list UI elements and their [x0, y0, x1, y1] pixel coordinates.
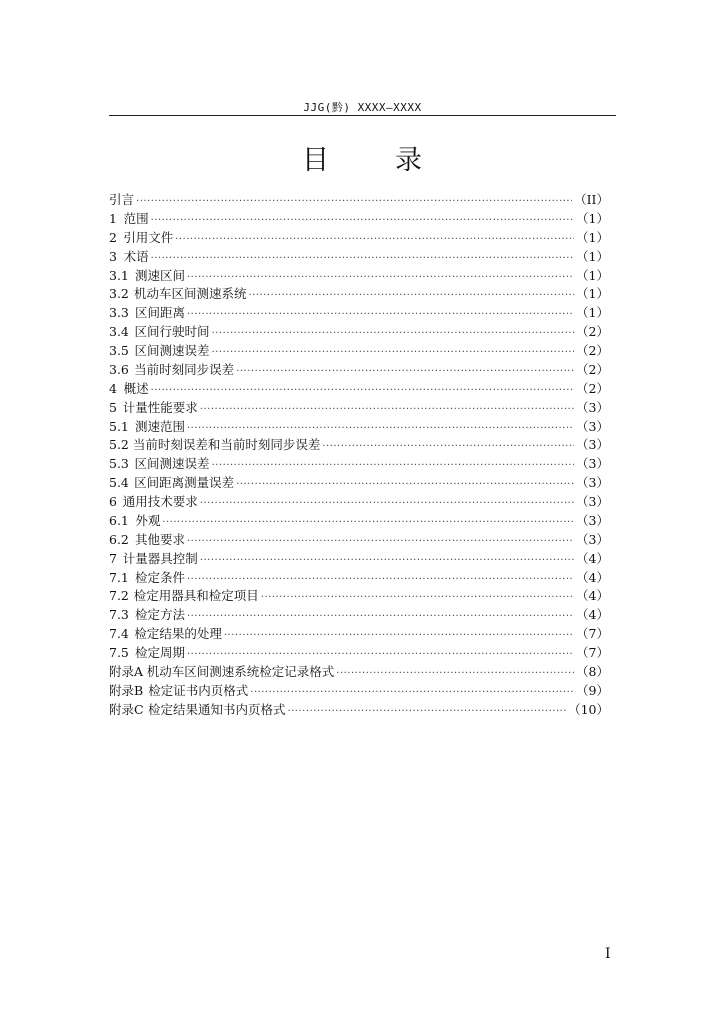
toc-entry-page: （4）: [576, 569, 609, 585]
title-char-2: 录: [395, 145, 422, 176]
toc-entry[interactable]: [109, 191, 609, 210]
toc-entry-label: 检定证书内页格式: [148, 682, 249, 698]
toc-entry-page: （4）: [576, 588, 609, 604]
toc-entry-page: （II）: [574, 192, 609, 207]
toc-entry-number: 1: [109, 210, 117, 226]
toc-entry-page: （3）: [576, 531, 609, 547]
toc-leader-dots: [224, 627, 574, 646]
toc-entry-number: 3.6: [109, 361, 129, 377]
toc-entry-number: 6.1: [109, 512, 129, 528]
toc-entry-label: 当前时刻同步误差: [134, 361, 235, 377]
toc-entry[interactable]: [109, 380, 609, 399]
toc-entry[interactable]: [109, 304, 609, 323]
toc-leader-dots: [200, 401, 574, 420]
toc-entry-page: （2）: [576, 343, 609, 358]
toc-leader-dots: [236, 476, 574, 495]
toc-leader-dots: [248, 287, 574, 306]
toc-entry[interactable]: [109, 569, 609, 588]
toc-entry-page: （3）: [576, 418, 609, 434]
toc-entry[interactable]: [109, 399, 609, 418]
toc-entry[interactable]: [109, 229, 609, 248]
toc-entry-label: 检定结果通知书内页格式: [147, 701, 286, 717]
toc-entry[interactable]: [109, 248, 609, 267]
toc-entry-page: （1）: [576, 248, 609, 264]
running-header: JJG(黔) XXXX—XXXX: [303, 101, 422, 114]
toc-entry-number: 7.2: [109, 588, 129, 604]
toc-leader-dots: [200, 495, 574, 514]
toc-entry[interactable]: [109, 701, 609, 720]
toc-entry-label: 区间距离: [134, 305, 185, 321]
toc-entry-page: （3）: [576, 437, 609, 453]
toc-leader-dots: [212, 457, 574, 476]
toc-leader-dots: [162, 514, 574, 533]
toc-entry-label: 区间测速误差: [134, 456, 210, 472]
toc-entry[interactable]: [109, 361, 609, 380]
toc-entry[interactable]: [109, 531, 609, 550]
toc-leader-dots: [151, 212, 574, 231]
toc-entry-number: 5.2: [109, 437, 129, 453]
toc-entry-number: 6: [109, 494, 117, 509]
toc-entry-page: （10）: [568, 701, 609, 717]
toc-entry[interactable]: [109, 644, 609, 663]
toc-entry[interactable]: [109, 323, 609, 342]
toc-entry-number: 7: [109, 550, 117, 566]
toc-entry-label: 计量器具控制: [122, 550, 198, 566]
toc-entry-label: 外观: [135, 512, 161, 528]
toc-entry-label: 计量性能要求: [122, 399, 198, 415]
toc-entry-label: 引用文件: [123, 229, 174, 245]
toc-entry-label: 区间测速误差: [134, 343, 210, 358]
toc-entry-label: 机动车区间测速系统检定记录格式: [146, 663, 335, 679]
toc-entry-label: 当前时刻误差和当前时刻同步误差: [132, 437, 321, 453]
toc-entry-page: （2）: [576, 361, 609, 377]
toc-entry-page: （1）: [576, 267, 609, 283]
toc-entry[interactable]: [109, 436, 609, 455]
toc-entry-label: 检定结果的处理: [134, 626, 222, 642]
toc-entry-number: 4: [109, 380, 117, 396]
toc-entry-page: （3）: [576, 456, 609, 472]
toc-entry-page: （4）: [576, 550, 609, 566]
toc-entry-page: （7）: [576, 645, 609, 660]
toc-entry-number: 7.4: [109, 626, 129, 642]
toc-leader-dots: [236, 363, 574, 382]
toc-entry-number: 6.2: [109, 531, 129, 547]
toc-entry-number: 3.2: [109, 286, 129, 302]
toc-entry-page: （8）: [576, 663, 609, 679]
toc-leader-dots: [212, 344, 574, 363]
toc-entry-label: 测速区间: [134, 267, 185, 283]
toc-entry-page: （3）: [576, 494, 609, 509]
page-number: I: [605, 946, 611, 962]
toc-entry[interactable]: [109, 625, 609, 644]
toc-leader-dots: [175, 231, 574, 250]
toc-entry-number: 附录A: [109, 663, 144, 679]
toc-leader-dots: [261, 589, 574, 608]
toc-entry[interactable]: [109, 682, 609, 701]
toc-leader-dots: [212, 325, 574, 344]
toc-leader-dots: [187, 608, 574, 627]
toc-leader-dots: [136, 193, 572, 212]
toc-leader-dots: [187, 533, 574, 552]
toc-entry[interactable]: [109, 663, 609, 682]
toc-leader-dots: [151, 382, 574, 401]
toc-entry-page: （9）: [576, 682, 609, 698]
toc-entry[interactable]: [109, 587, 609, 606]
toc-entry-label: 术语: [123, 248, 149, 264]
toc-leader-dots: [187, 306, 574, 325]
toc-entry-label: 通用技术要求: [122, 494, 198, 509]
toc-entry-page: （1）: [576, 305, 609, 321]
toc-entry[interactable]: [109, 606, 609, 625]
toc-entry-number: 3.3: [109, 305, 129, 321]
toc-entry-page: （3）: [576, 399, 609, 415]
toc-entry-label: 概述: [123, 380, 149, 396]
toc-entry-page: （1）: [576, 229, 609, 245]
toc-entry[interactable]: [109, 474, 609, 493]
toc-entry-number: 2: [109, 229, 117, 245]
toc-entry[interactable]: [109, 342, 609, 361]
header-rule: [109, 115, 616, 116]
toc-entry-number: 7.5: [109, 645, 129, 660]
toc-entry-number: 5.1: [109, 418, 129, 434]
toc-leader-dots: [151, 250, 574, 269]
toc-entry-label: 检定周期: [134, 645, 185, 660]
toc-entry[interactable]: [109, 267, 609, 286]
toc-leader-dots: [336, 665, 574, 684]
toc-leader-dots: [200, 552, 574, 571]
toc-entry-number: 3: [109, 248, 117, 264]
toc-entry-label: 检定条件: [134, 569, 185, 585]
toc-entry-number: 5.3: [109, 456, 129, 472]
toc-entry-page: （1）: [576, 210, 609, 226]
toc-entry-number: 3.5: [109, 343, 129, 358]
page-title: [0, 138, 724, 177]
toc-entry-label: 区间行驶时间: [134, 324, 210, 340]
toc-entry-label: 测速范围: [134, 418, 185, 434]
title-char-1: 目: [302, 145, 329, 176]
toc-entry-label: 检定用器具和检定项目: [133, 588, 259, 604]
toc-entry-label: 机动车区间测速系统: [133, 286, 247, 302]
toc-entry-number: 附录B: [109, 682, 144, 698]
toc-entry[interactable]: [109, 493, 609, 512]
toc-entry[interactable]: [109, 285, 609, 304]
toc-entry[interactable]: [109, 455, 609, 474]
toc-entry-label: 其他要求: [134, 531, 185, 547]
toc-entry[interactable]: [109, 550, 609, 569]
toc-entry-label: 引言: [109, 192, 135, 207]
toc-entry-page: （2）: [576, 324, 609, 340]
toc-entry-number: 附录C: [109, 701, 144, 717]
toc-entry-page: （3）: [576, 512, 609, 528]
toc-entry-page: （3）: [576, 475, 609, 491]
toc-entry[interactable]: [109, 418, 609, 437]
toc-entry-label: 范围: [123, 210, 149, 226]
toc-entry-number: 7.1: [109, 569, 129, 585]
toc-leader-dots: [322, 438, 574, 457]
toc-entry-page: （2）: [576, 380, 609, 396]
toc-entry-label: 区间距离测量误差: [134, 475, 235, 491]
toc-entry-page: （1）: [576, 286, 609, 302]
toc-entry-number: 5: [109, 399, 117, 415]
toc-entry-number: 7.3: [109, 607, 129, 623]
toc-entry-number: 3.1: [109, 267, 129, 283]
toc-entry-label: 检定方法: [134, 607, 185, 623]
toc-entry-page: （7）: [576, 626, 609, 642]
toc-entry-number: 5.4: [109, 475, 129, 491]
toc-entry[interactable]: [109, 512, 609, 531]
table-of-contents: [109, 191, 609, 720]
toc-entry[interactable]: [109, 210, 609, 229]
toc-leader-dots: [287, 703, 566, 722]
toc-entry-number: 3.4: [109, 324, 129, 340]
toc-leader-dots: [250, 684, 574, 703]
toc-entry-page: （4）: [576, 607, 609, 623]
